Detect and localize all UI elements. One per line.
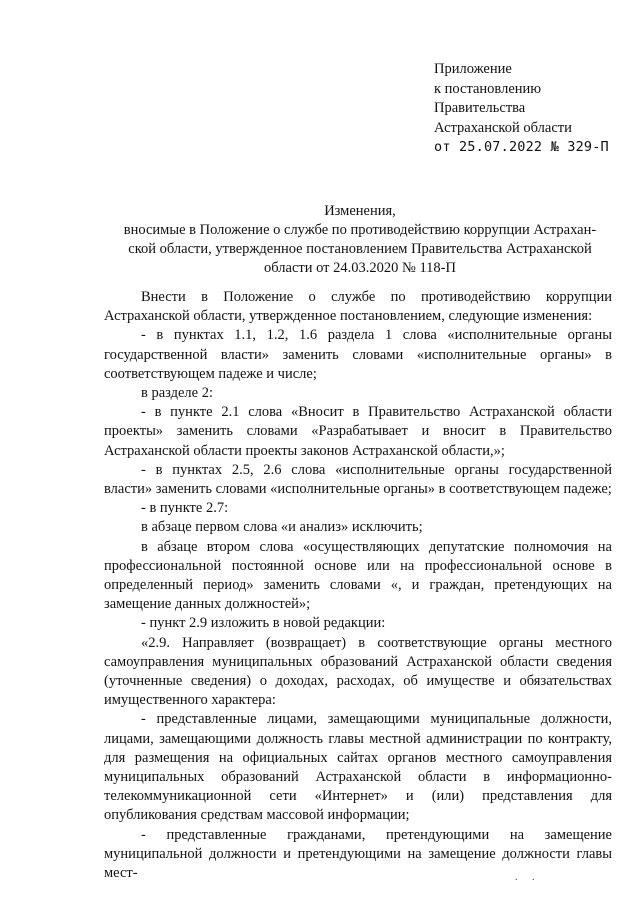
paragraph: Внести в Положение о службе по противодействию коррупции Астраханской области, утвержденное постановлением, следующие изменения: bbox=[104, 289, 612, 325]
document-body bbox=[104, 288, 612, 883]
heading-line: ской области, утвержденное постановлением Правительства Астраханской bbox=[128, 241, 592, 257]
paragraph: - в пункте 2.1 слова «Вносит в Правительство Астраханской области проекты» заменить словами «Разрабатывает и вносит в Правительство Астраханской области проекты законов Астраханской области,»; bbox=[104, 404, 612, 459]
paragraph: в разделе 2: bbox=[141, 385, 214, 402]
paragraph: - в пунктах 1.1, 1.2, 1.6 раздела 1 слова «исполнительные органы государственной власти» заменить словами «исполнительные органы» в соответствующем падеже и числе; bbox=[104, 327, 612, 382]
annex-line: к постановлению bbox=[434, 80, 542, 97]
annex-line: Астраханской области bbox=[434, 119, 572, 136]
heading-line: Изменения, bbox=[324, 203, 396, 219]
paragraph: - в пунктах 2.5, 2.6 слова «исполнительные органы государственной власти» заменить словами «исполнительные органы» в соответствующем падеже; bbox=[104, 461, 612, 498]
paragraph: - представленные гражданами, претендующими на замещение муниципальной должности и претендующими на замещение должности главы мест- bbox=[104, 826, 612, 882]
heading-line: области от 24.03.2020 № 118-П bbox=[264, 260, 456, 276]
paragraph: «2.9. Направляет (возвращает) в соответствующие органы местного самоуправления муниципальных образований Астраханской области сведения (уточненные сведения) о доходах, расходах, об имуществе и обязательствах имущественного характера: bbox=[104, 634, 612, 709]
paragraph: в абзаце первом слова «и анализ» исключить; bbox=[141, 519, 423, 536]
paragraph: - в пункте 2.7: bbox=[141, 500, 229, 517]
paragraph: в абзаце втором слова «осуществляющих депутатские полномочия на профессиональной постоянной основе или на профессиональной основе в определенный период» заменить словами «, и граждан, претендующих на замещение данных должностей»; bbox=[104, 538, 612, 613]
paragraph: - представленные лицами, замещающими муниципальные должности, лицами, замещающими должность главы местной администрации по контракту, для размещения на официальных сайтах органов местного самоуправления муниципальных образований Астраханской области в информационно-телекоммуникационной сети «Интернет» и (или) представления для опубликования средствам массовой информации; bbox=[104, 711, 612, 824]
annex-block bbox=[434, 60, 609, 158]
annex-line: Правительства bbox=[434, 100, 526, 116]
paragraph: - пункт 2.9 изложить в новой редакции: bbox=[141, 615, 386, 632]
annex-date-number: от 25.07.2022 № 329-П bbox=[434, 139, 609, 155]
annex-line: Приложение bbox=[434, 61, 512, 77]
document-heading bbox=[104, 202, 616, 278]
heading-line: вносимые в Положение о службе по противодействию коррупции Астрахан- bbox=[123, 222, 597, 238]
scan-marks: . . bbox=[515, 872, 541, 883]
